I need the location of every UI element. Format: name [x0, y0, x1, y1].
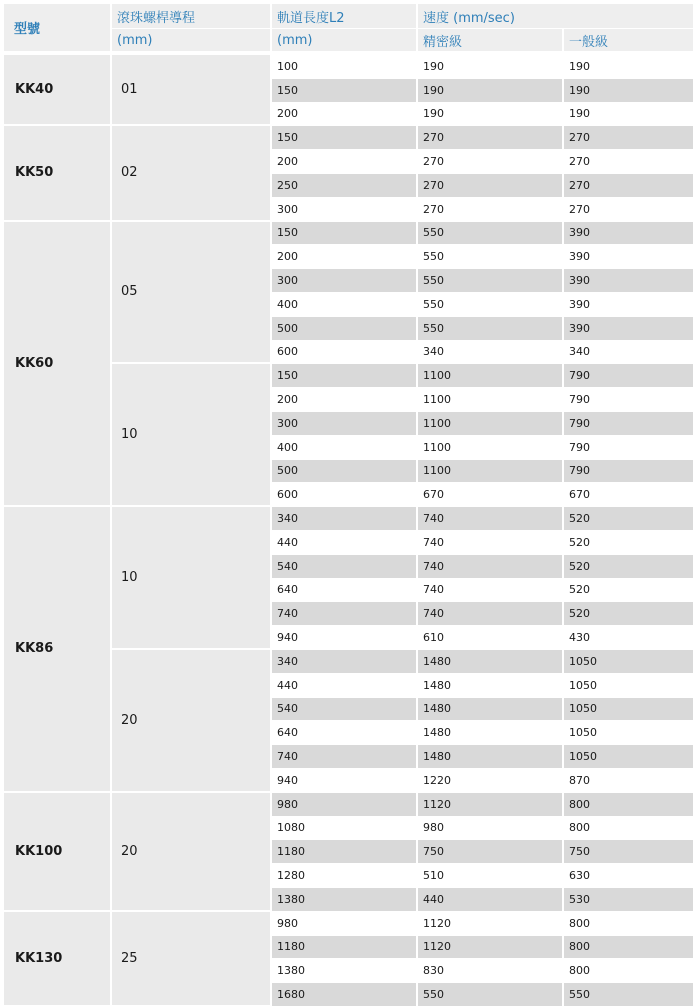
rail-length-cell: 1280 — [272, 864, 416, 887]
speed-precision-cell: 1480 — [418, 650, 562, 673]
speed-precision-cell: 440 — [418, 888, 562, 911]
model-cell: KK60 — [4, 222, 110, 506]
rail-length-cell: 200 — [272, 150, 416, 173]
speed-normal-cell: 790 — [564, 460, 693, 483]
speed-normal-cell: 790 — [564, 436, 693, 459]
speed-normal-cell: 520 — [564, 579, 693, 602]
header-speed-normal: 一般級 — [564, 29, 693, 51]
rail-length-cell: 440 — [272, 674, 416, 697]
rail-length-cell: 1180 — [272, 936, 416, 959]
speed-normal-cell: 270 — [564, 198, 693, 221]
rail-length-cell: 980 — [272, 793, 416, 816]
speed-precision-cell: 270 — [418, 126, 562, 149]
speed-precision-cell: 1120 — [418, 912, 562, 935]
speed-precision-cell: 1220 — [418, 769, 562, 792]
speed-normal-cell: 800 — [564, 793, 693, 816]
speed-precision-cell: 550 — [418, 317, 562, 340]
speed-precision-cell: 340 — [418, 341, 562, 364]
rail-length-cell: 500 — [272, 317, 416, 340]
speed-normal-cell: 750 — [564, 840, 693, 863]
rail-length-cell: 340 — [272, 650, 416, 673]
rail-length-cell: 1680 — [272, 983, 416, 1006]
rail-length-cell: 1080 — [272, 817, 416, 840]
speed-precision-cell: 980 — [418, 817, 562, 840]
speed-normal-cell: 340 — [564, 341, 693, 364]
speed-normal-cell: 790 — [564, 364, 693, 387]
speed-normal-cell: 1050 — [564, 745, 693, 768]
speed-precision-cell: 550 — [418, 983, 562, 1006]
model-cell: KK50 — [4, 126, 110, 219]
rail-length-cell: 500 — [272, 460, 416, 483]
rail-length-cell: 150 — [272, 222, 416, 245]
rail-length-cell: 100 — [272, 55, 416, 78]
speed-precision-cell: 740 — [418, 531, 562, 554]
rail-length-cell: 150 — [272, 364, 416, 387]
speed-precision-cell: 1480 — [418, 745, 562, 768]
rail-length-cell: 1380 — [272, 959, 416, 982]
lead-cell: 02 — [112, 126, 270, 219]
speed-precision-cell: 550 — [418, 245, 562, 268]
speed-precision-cell: 670 — [418, 483, 562, 506]
lead-cell: 05 — [112, 222, 270, 363]
rail-length-cell: 250 — [272, 174, 416, 197]
speed-precision-cell: 1100 — [418, 436, 562, 459]
speed-precision-cell: 510 — [418, 864, 562, 887]
speed-precision-cell: 1480 — [418, 721, 562, 744]
header-rail-unit: (mm) — [272, 29, 416, 51]
speed-normal-cell: 800 — [564, 817, 693, 840]
lead-cell: 10 — [112, 507, 270, 648]
rail-length-cell: 640 — [272, 721, 416, 744]
speed-precision-cell: 190 — [418, 55, 562, 78]
header-rail-title: 軌道長度L2 — [272, 4, 416, 28]
speed-precision-cell: 1480 — [418, 698, 562, 721]
speed-normal-cell: 190 — [564, 103, 693, 126]
rail-length-cell: 200 — [272, 245, 416, 268]
rail-length-cell: 400 — [272, 436, 416, 459]
model-cell: KK40 — [4, 55, 110, 124]
lead-cell: 01 — [112, 55, 270, 124]
header-speed-title: 速度 (mm/sec) — [418, 4, 693, 28]
speed-normal-cell: 390 — [564, 293, 693, 316]
rail-length-cell: 1180 — [272, 840, 416, 863]
speed-precision-cell: 550 — [418, 293, 562, 316]
speed-normal-cell: 550 — [564, 983, 693, 1006]
rail-length-cell: 740 — [272, 745, 416, 768]
speed-precision-cell: 740 — [418, 507, 562, 530]
speed-normal-cell: 1050 — [564, 674, 693, 697]
speed-normal-cell: 1050 — [564, 698, 693, 721]
rail-length-cell: 300 — [272, 269, 416, 292]
speed-precision-cell: 270 — [418, 174, 562, 197]
header-lead-unit: (mm) — [112, 29, 270, 51]
speed-precision-cell: 190 — [418, 79, 562, 102]
rail-length-cell: 980 — [272, 912, 416, 935]
rail-length-cell: 300 — [272, 198, 416, 221]
rail-length-cell: 540 — [272, 555, 416, 578]
speed-normal-cell: 800 — [564, 959, 693, 982]
rail-length-cell: 340 — [272, 507, 416, 530]
speed-precision-cell: 750 — [418, 840, 562, 863]
speed-precision-cell: 1480 — [418, 674, 562, 697]
speed-normal-cell: 520 — [564, 531, 693, 554]
speed-precision-cell: 190 — [418, 103, 562, 126]
speed-normal-cell: 430 — [564, 626, 693, 649]
speed-normal-cell: 800 — [564, 912, 693, 935]
model-cell: KK100 — [4, 793, 110, 910]
speed-precision-cell: 1100 — [418, 460, 562, 483]
speed-precision-cell: 270 — [418, 150, 562, 173]
rail-length-cell: 640 — [272, 579, 416, 602]
speed-normal-cell: 870 — [564, 769, 693, 792]
speed-precision-cell: 610 — [418, 626, 562, 649]
lead-cell: 25 — [112, 912, 270, 1005]
speed-precision-cell: 1120 — [418, 936, 562, 959]
header-model: 型號 — [4, 4, 110, 51]
rail-length-cell: 200 — [272, 388, 416, 411]
rail-length-cell: 940 — [272, 769, 416, 792]
speed-precision-cell: 550 — [418, 222, 562, 245]
rail-length-cell: 440 — [272, 531, 416, 554]
lead-cell: 20 — [112, 793, 270, 910]
speed-normal-cell: 1050 — [564, 650, 693, 673]
rail-length-cell: 600 — [272, 483, 416, 506]
speed-precision-cell: 270 — [418, 198, 562, 221]
rail-length-cell: 540 — [272, 698, 416, 721]
lead-cell: 20 — [112, 650, 270, 791]
rail-length-cell: 940 — [272, 626, 416, 649]
rail-length-cell: 1380 — [272, 888, 416, 911]
speed-precision-cell: 740 — [418, 555, 562, 578]
rail-length-cell: 300 — [272, 412, 416, 435]
speed-normal-cell: 390 — [564, 222, 693, 245]
speed-normal-cell: 390 — [564, 269, 693, 292]
speed-normal-cell: 530 — [564, 888, 693, 911]
rail-length-cell: 150 — [272, 79, 416, 102]
speed-normal-cell: 390 — [564, 317, 693, 340]
speed-normal-cell: 630 — [564, 864, 693, 887]
speed-normal-cell: 390 — [564, 245, 693, 268]
speed-normal-cell: 1050 — [564, 721, 693, 744]
speed-precision-cell: 1100 — [418, 388, 562, 411]
rail-length-cell: 740 — [272, 602, 416, 625]
rail-length-cell: 200 — [272, 103, 416, 126]
speed-normal-cell: 790 — [564, 388, 693, 411]
speed-precision-cell: 740 — [418, 579, 562, 602]
speed-precision-cell: 830 — [418, 959, 562, 982]
rail-length-cell: 400 — [272, 293, 416, 316]
rail-length-cell: 150 — [272, 126, 416, 149]
speed-normal-cell: 520 — [564, 555, 693, 578]
header-lead-title: 滾珠螺桿導程 — [112, 4, 270, 28]
speed-normal-cell: 800 — [564, 936, 693, 959]
model-cell: KK86 — [4, 507, 110, 791]
lead-cell: 10 — [112, 364, 270, 505]
speed-normal-cell: 270 — [564, 150, 693, 173]
speed-normal-cell: 190 — [564, 55, 693, 78]
header-underline — [4, 52, 693, 54]
rail-length-cell: 600 — [272, 341, 416, 364]
speed-precision-cell: 550 — [418, 269, 562, 292]
speed-normal-cell: 520 — [564, 602, 693, 625]
speed-normal-cell: 190 — [564, 79, 693, 102]
speed-precision-cell: 1120 — [418, 793, 562, 816]
speed-precision-cell: 740 — [418, 602, 562, 625]
speed-normal-cell: 790 — [564, 412, 693, 435]
header-speed-precision: 精密級 — [418, 29, 562, 51]
speed-precision-cell: 1100 — [418, 412, 562, 435]
speed-normal-cell: 520 — [564, 507, 693, 530]
model-cell: KK130 — [4, 912, 110, 1005]
speed-normal-cell: 270 — [564, 174, 693, 197]
speed-normal-cell: 670 — [564, 483, 693, 506]
speed-precision-cell: 1100 — [418, 364, 562, 387]
speed-normal-cell: 270 — [564, 126, 693, 149]
